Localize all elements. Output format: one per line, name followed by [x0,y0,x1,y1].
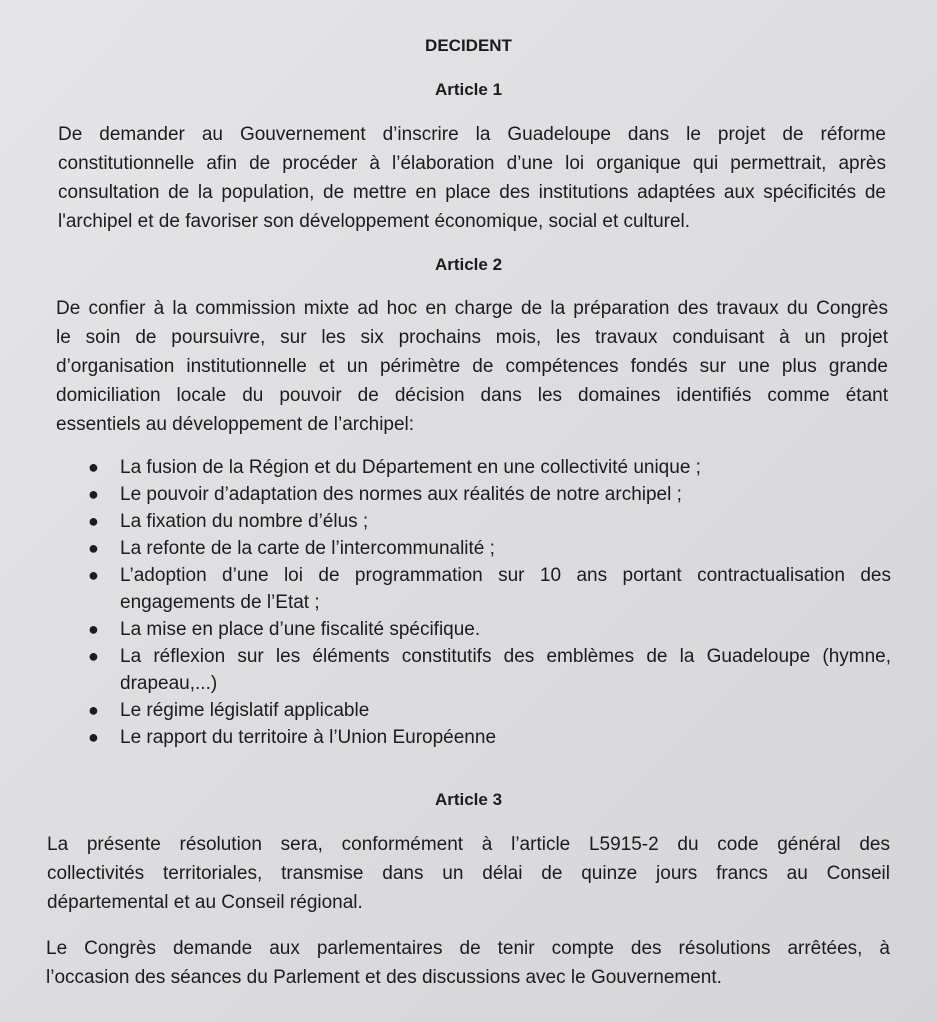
list-item-text: La mise en place d’une fiscalité spécifique. [120,619,481,640]
bullet-dot-icon: ● [88,619,99,639]
list-item-text: Le régime législatif applicable [120,700,370,721]
list-item [88,454,891,481]
bullet-dot-icon: ● [88,511,99,531]
article-2-title: Article 2 [434,255,503,274]
article-3-paragraph-2 [46,934,890,992]
list-item-text: La refonte de la carte de l’intercommunalité ; [120,538,495,559]
article-1-line: l'archipel et de favoriser son développement économique, social et culturel. [58,211,691,232]
list-item-text [120,562,891,616]
bullet-dot-icon: ● [88,457,99,477]
article-3-line: Le Congrès demande aux parlementaires de tenir compte des résolutions arrêtées, à [46,938,890,959]
article-3-line: La présente résolution sera, conformément à l’article L5915-2 du code général des [47,834,890,855]
list-item-text: La fixation du nombre d’élus ; [120,511,369,532]
list-item-text: Le rapport du territoire à l’Union Européenne [120,727,497,748]
bullet-dot-icon: ● [88,484,99,504]
list-item [88,508,891,535]
article-2-line: domiciliation locale du pouvoir de décision dans les domaines identifiés comme étant [56,385,888,406]
article-2-line: De confier à la commission mixte ad hoc en charge de la préparation des travaux du Congrès [56,298,888,319]
article-3-line: collectivités territoriales, transmise dans un délai de quinze jours francs au Conseil [47,863,890,884]
article-3-paragraph-1 [47,830,890,917]
article-1-line: De demander au Gouvernement d’inscrire la Guadeloupe dans le projet de réforme [58,124,886,145]
list-item-text: Le pouvoir d’adaptation des normes aux réalités de notre archipel ; [120,484,682,505]
list-item [88,616,891,643]
list-item [88,481,891,508]
article-2-line: d’organisation institutionnelle et un périmètre de compétences fondés sur une plus grande [56,356,888,377]
bullet-dot-icon: ● [88,727,99,747]
article-3-line: départemental et au Conseil régional. [47,892,363,913]
article-2-line: essentiels au développement de l’archipel: [56,414,415,435]
list-item-line: engagements de l’Etat ; [120,592,320,613]
list-item-line: L’adoption d’une loi de programmation sur 10 ans portant contractualisation des [120,565,891,586]
list-item-text: La fusion de la Région et du Département en une collectivité unique ; [120,457,701,478]
list-item-line: drapeau,...) [120,673,218,694]
article-1-line: constitutionnelle afin de procéder à l’élaboration d’une loi organique qui permettrait, après [58,153,886,174]
list-item [88,643,891,697]
article-2-body [56,294,888,439]
list-item-text [120,643,891,697]
list-item [88,562,891,616]
list-item [88,697,891,724]
article-3-title: Article 3 [434,790,503,809]
article-3-line: l’occasion des séances du Parlement et des discussions avec le Gouvernement. [46,967,722,988]
list-item-line: La réflexion sur les éléments constitutifs des emblèmes de la Guadeloupe (hymne, [120,646,891,667]
article-1-body [58,120,886,236]
article-2-line: le soin de poursuivre, sur les six prochains mois, les travaux conduisant à un projet [56,327,888,348]
decision-heading: DECIDENT [425,36,512,55]
bullet-dot-icon: ● [88,646,99,666]
list-item [88,535,891,562]
article-1-line: consultation de la population, de mettre en place des institutions adaptées aux spécificités de [58,182,886,203]
list-item [88,724,891,751]
bullet-dot-icon: ● [88,565,99,585]
bullet-dot-icon: ● [88,700,99,720]
bullet-dot-icon: ● [88,538,99,558]
article-2-list [88,454,891,751]
article-1-title: Article 1 [434,80,503,99]
